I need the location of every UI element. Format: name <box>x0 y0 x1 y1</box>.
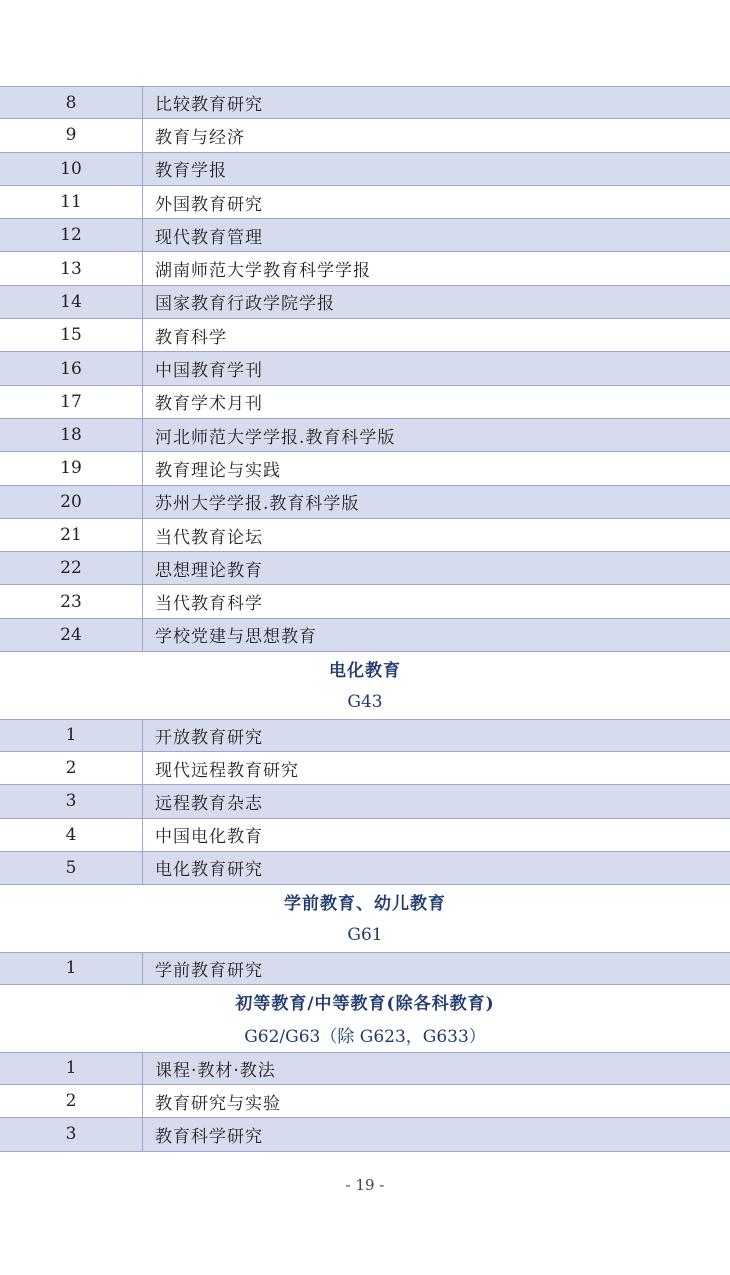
row-number: 19 <box>0 452 143 484</box>
page-number: - 19 - <box>345 1176 385 1194</box>
table-row <box>0 486 730 519</box>
journal-name: 国家教育行政学院学报 <box>155 294 335 315</box>
table-row <box>0 952 730 985</box>
journal-name: 思想理论教育 <box>155 560 263 581</box>
section-title: 学前教育、幼儿教育 <box>284 894 446 915</box>
row-number: 3 <box>0 1118 143 1150</box>
section-title: 电化教育 <box>329 661 401 682</box>
table-row <box>0 719 730 752</box>
section-code: G62/G63（除 G623，G633） <box>244 1027 486 1048</box>
journal-name: 比较教育研究 <box>155 95 263 116</box>
table-row <box>0 785 730 818</box>
row-number: 20 <box>0 486 143 518</box>
table-row <box>0 852 730 885</box>
row-number: 12 <box>0 219 143 251</box>
table-row <box>0 86 730 119</box>
journal-name: 教育学术月刊 <box>155 394 263 415</box>
row-number: 9 <box>0 119 143 151</box>
row-number: 1 <box>0 720 143 751</box>
row-number: 1 <box>0 1053 143 1084</box>
journal-name: 当代教育科学 <box>155 594 263 615</box>
journal-table <box>0 952 730 985</box>
table-row <box>0 619 730 652</box>
journal-table <box>0 1052 730 1152</box>
row-number: 23 <box>0 585 143 617</box>
table-row <box>0 519 730 552</box>
row-number: 1 <box>0 953 143 984</box>
table-row <box>0 1118 730 1151</box>
table-row <box>0 252 730 285</box>
table-row <box>0 419 730 452</box>
journal-name: 电化教育研究 <box>155 860 263 881</box>
journal-name: 教育理论与实践 <box>155 460 281 481</box>
table-row <box>0 452 730 485</box>
journal-name: 教育研究与实验 <box>155 1093 281 1114</box>
journal-name: 现代教育管理 <box>155 227 263 248</box>
row-number: 13 <box>0 252 143 284</box>
journal-name: 远程教育杂志 <box>155 793 263 814</box>
journal-name: 中国电化教育 <box>155 827 263 848</box>
row-number: 11 <box>0 186 143 218</box>
table-row <box>0 819 730 852</box>
row-number: 10 <box>0 153 143 185</box>
journal-name: 学校党建与思想教育 <box>155 627 317 648</box>
journal-name: 开放教育研究 <box>155 727 263 748</box>
journal-name: 中国教育学刊 <box>155 361 263 382</box>
row-number: 14 <box>0 286 143 318</box>
journal-name: 教育学报 <box>155 161 227 182</box>
row-number: 5 <box>0 852 143 884</box>
table-row <box>0 119 730 152</box>
table-row <box>0 286 730 319</box>
row-number: 16 <box>0 352 143 384</box>
table-row <box>0 1052 730 1085</box>
row-number: 2 <box>0 1085 143 1117</box>
journal-name: 教育科学 <box>155 327 227 348</box>
section-code: G43 <box>347 691 383 712</box>
journal-name: 苏州大学学报.教育科学版 <box>155 494 360 515</box>
table-row <box>0 386 730 419</box>
row-number: 15 <box>0 319 143 351</box>
journal-name: 教育科学研究 <box>155 1126 263 1147</box>
journal-name: 河北师范大学学报.教育科学版 <box>155 427 396 448</box>
row-number: 4 <box>0 819 143 851</box>
row-number: 8 <box>0 87 143 118</box>
journal-name: 教育与经济 <box>155 127 245 148</box>
row-number: 21 <box>0 519 143 551</box>
row-number: 3 <box>0 785 143 817</box>
section-title: 初等教育/中等教育(除各科教育) <box>235 994 495 1015</box>
journal-table <box>0 719 730 885</box>
row-number: 18 <box>0 419 143 451</box>
journal-name: 课程·教材·教法 <box>155 1060 276 1081</box>
row-number: 24 <box>0 619 143 651</box>
table-row <box>0 352 730 385</box>
journal-table <box>0 86 730 652</box>
journal-name: 外国教育研究 <box>155 194 263 215</box>
table-row <box>0 219 730 252</box>
table-row <box>0 186 730 219</box>
journal-name: 现代远程教育研究 <box>155 760 299 781</box>
table-row <box>0 319 730 352</box>
section-code: G61 <box>347 925 383 946</box>
table-row <box>0 585 730 618</box>
row-number: 2 <box>0 752 143 784</box>
row-number: 22 <box>0 552 143 584</box>
table-row <box>0 1085 730 1118</box>
table-row <box>0 552 730 585</box>
journal-name: 学前教育研究 <box>155 960 263 981</box>
journal-list <box>0 86 730 1152</box>
row-number: 17 <box>0 386 143 418</box>
table-row <box>0 752 730 785</box>
journal-name: 湖南师范大学教育科学学报 <box>155 261 371 282</box>
table-row <box>0 153 730 186</box>
journal-name: 当代教育论坛 <box>155 527 263 548</box>
